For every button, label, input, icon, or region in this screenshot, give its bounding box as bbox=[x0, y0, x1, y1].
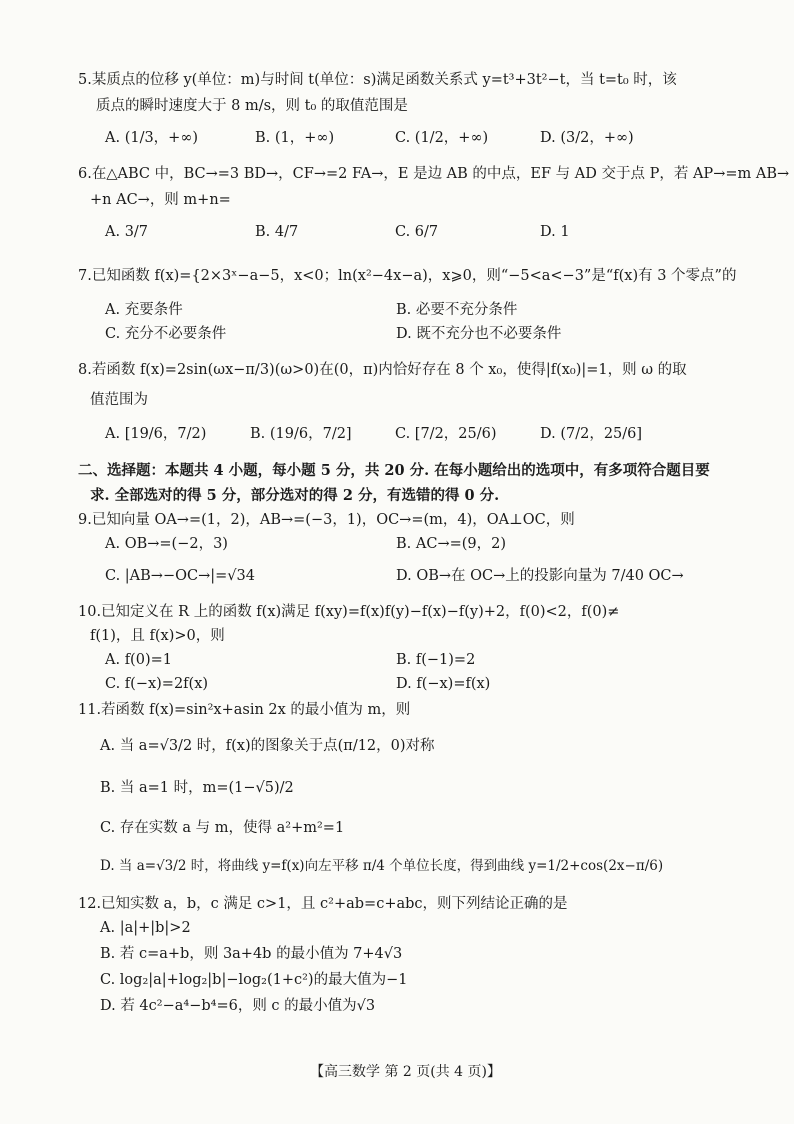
q11-option-c: C. 存在实数 a 与 m，使得 a²+m²=1 bbox=[100, 820, 345, 836]
q5-stem-line1: 5.某质点的位移 y(单位：m)与时间 t(单位：s)满足函数关系式 y=t³+3t²−t，当 t=t₀ 时，该 bbox=[78, 72, 677, 88]
q8-option-c: C. [7/2，25/6) bbox=[395, 426, 497, 442]
q8-stem-line1: 8.若函数 f(x)=2sin(ωx−π/3)(ω>0)在(0，π)内恰好存在 8 个 x₀，使得|f(x₀)|=1，则 ω 的取 bbox=[78, 362, 687, 378]
q12-option-d: D. 若 4c²−a⁴−b⁴=6，则 c 的最小值为√3 bbox=[100, 998, 376, 1014]
q6-option-c: C. 6/7 bbox=[395, 224, 439, 240]
q7-option-a: A. 充要条件 bbox=[105, 302, 183, 318]
q12-option-b: B. 若 c=a+b，则 3a+4b 的最小值为 7+4√3 bbox=[100, 946, 403, 962]
q9-option-d: D. OB→在 OC→上的投影向量为 7/40 OC→ bbox=[396, 568, 684, 584]
q11-option-d: D. 当 a=√3/2 时，将曲线 y=f(x)向左平移 π/4 个单位长度，得到曲线 y=1/2+cos(2x−π/6) bbox=[100, 858, 664, 874]
q7-option-c: C. 充分不必要条件 bbox=[105, 326, 227, 342]
q6-option-a: A. 3/7 bbox=[105, 224, 149, 240]
q9-option-b: B. AC→=(9，2) bbox=[396, 536, 507, 552]
q10-option-c: C. f(−x)=2f(x) bbox=[105, 676, 209, 692]
page-footer: 【高三数学 第 2 页(共 4 页)】 bbox=[310, 1064, 501, 1080]
q6-option-d: D. 1 bbox=[540, 224, 570, 240]
q9-option-c: C. |AB→−OC→|=√34 bbox=[105, 568, 255, 584]
q8-option-d: D. (7/2，25/6] bbox=[540, 426, 643, 442]
q10-option-b: B. f(−1)=2 bbox=[396, 652, 476, 668]
q10-option-d: D. f(−x)=f(x) bbox=[396, 676, 491, 692]
q7-option-d: D. 既不充分也不必要条件 bbox=[396, 326, 562, 342]
q10-stem-line1: 10.已知定义在 R 上的函数 f(x)满足 f(xy)=f(x)f(y)−f(x)−f(y)+2，f(0)<2，f(0)≠ bbox=[78, 604, 620, 620]
q11-stem: 11.若函数 f(x)=sin²x+asin 2x 的最小值为 m，则 bbox=[78, 702, 411, 718]
q11-option-b: B. 当 a=1 时，m=(1−√5)/2 bbox=[100, 780, 294, 796]
q5-option-d: D. (3/2，+∞) bbox=[540, 130, 634, 146]
q11-option-a: A. 当 a=√3/2 时，f(x)的图象关于点(π/12，0)对称 bbox=[100, 738, 435, 754]
q8-stem-line2: 值范围为 bbox=[90, 392, 148, 408]
section2-heading-line1: 二、选择题：本题共 4 小题，每小题 5 分，共 20 分. 在每小题给出的选项中，有多项符合题目要 bbox=[78, 462, 710, 479]
q12-option-c: C. log₂|a|+log₂|b|−log₂(1+c²)的最大值为−1 bbox=[100, 972, 408, 988]
q5-option-a: A. (1/3，+∞) bbox=[105, 130, 199, 146]
q5-stem-line2: 质点的瞬时速度大于 8 m/s，则 t₀ 的取值范围是 bbox=[96, 98, 408, 114]
q8-option-a: A. [19/6，7/2) bbox=[105, 426, 207, 442]
section2-heading-line2: 求. 全部选对的得 5 分，部分选对的得 2 分，有选错的得 0 分. bbox=[90, 487, 500, 504]
q9-stem: 9.已知向量 OA→=(1，2)，AB→=(−3，1)，OC→=(m，4)，OA⊥OC，则 bbox=[78, 512, 575, 528]
q5-option-b: B. (1，+∞) bbox=[255, 130, 335, 146]
q8-option-b: B. (19/6，7/2] bbox=[250, 426, 352, 442]
q5-option-c: C. (1/2，+∞) bbox=[395, 130, 489, 146]
q10-stem-line2: f(1)，且 f(x)>0，则 bbox=[90, 628, 225, 644]
q6-option-b: B. 4/7 bbox=[255, 224, 299, 240]
q7-stem: 7.已知函数 f(x)={2×3ˣ−a−5，x<0；ln(x²−4x−a)，x⩾0，则“−5<a<−3”是“f(x)有 3 个零点”的 bbox=[78, 268, 737, 284]
q6-stem-line1: 6.在△ABC 中，BC→=3 BD→，CF→=2 FA→，E 是边 AB 的中点，EF 与 AD 交于点 P，若 AP→=m AB→ bbox=[78, 166, 790, 182]
q6-stem-line2: +n AC→，则 m+n= bbox=[90, 192, 231, 208]
q9-option-a: A. OB→=(−2，3) bbox=[105, 536, 228, 552]
q10-option-a: A. f(0)=1 bbox=[105, 652, 172, 668]
q7-option-b: B. 必要不充分条件 bbox=[396, 302, 518, 318]
q12-stem: 12.已知实数 a，b，c 满足 c>1，且 c²+ab=c+abc，则下列结论正确的是 bbox=[78, 896, 568, 912]
q12-option-a: A. |a|+|b|>2 bbox=[100, 920, 191, 936]
